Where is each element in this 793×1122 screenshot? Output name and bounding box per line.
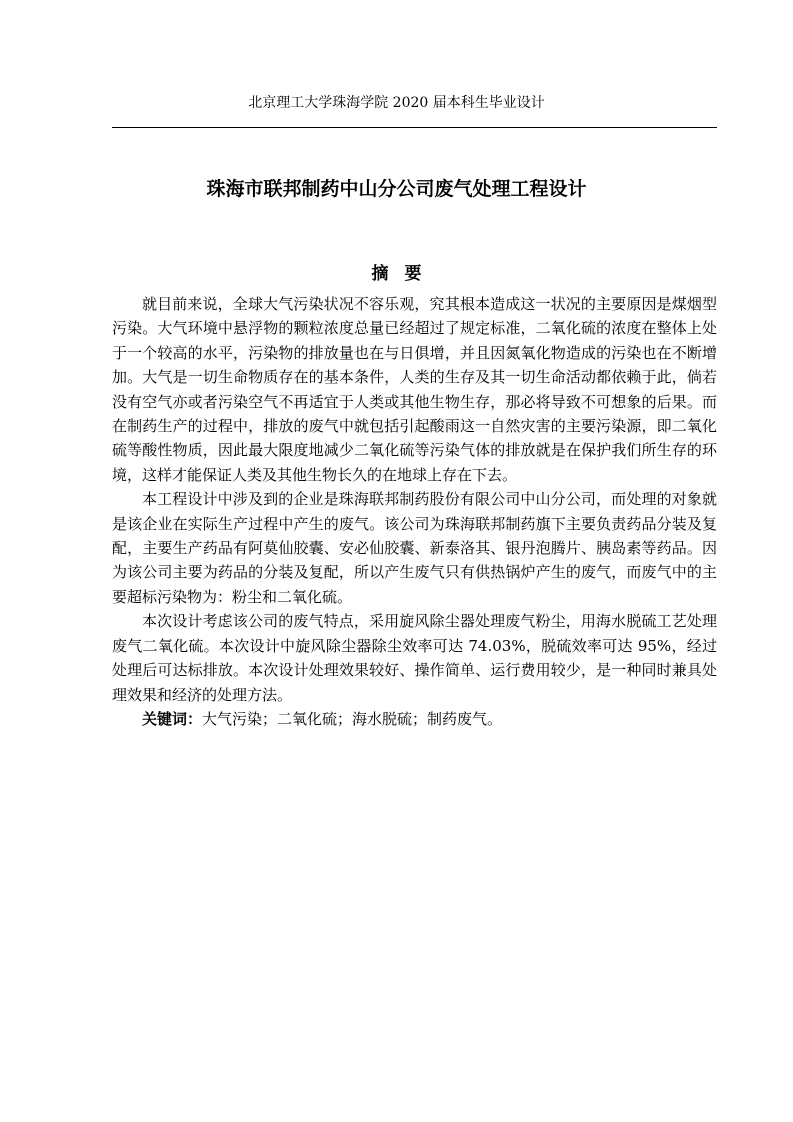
abstract-body: [112, 292, 717, 731]
running-header: 北京理工大学珠海学院 2020 届本科生毕业设计: [248, 95, 545, 111]
keywords-text: 大气污染；二氧化硫；海水脱硫；制药废气。: [202, 709, 503, 728]
abstract-paragraph: 本次设计考虑该公司的废气特点，采用旋风除尘器处理废气粉尘，用海水脱硫工艺处理废气二氧化硫。本次设计中旋风除尘器除尘效率可达 74.03%，脱硫效率可达 95%，经过处理后可达标排放。本次设计处理效果较好、操作简单、运行费用较少，是一种同时兼具处理效果和经济的处理方法。: [112, 612, 717, 704]
header-divider: [112, 127, 717, 128]
keywords-line: [112, 707, 717, 731]
document-title: 珠海市联邦制药中山分公司废气处理工程设计: [206, 178, 587, 200]
keywords-label: 关键词：: [142, 709, 203, 728]
abstract-paragraph: 就目前来说，全球大气污染状况不容乐观，究其根本造成这一状况的主要原因是煤烟型污染。大气环境中悬浮物的颗粒浓度总量已经超过了规定标准，二氧化硫的浓度在整体上处于一个较高的水平，污染物的排放量也在与日俱增，并且因氮氧化物造成的污染也在不断增加。大气是一切生命物质存在的基本条件，人类的生存及其一切生命活动都依赖于此，倘若没有空气亦或者污染空气不再适宜于人类或其他生物生存，那必将导致不可想象的后果。而在制药生产的过程中，排放的废气中就包括引起酸雨这一自然灾害的主要污染源，即二氧化硫等酸性物质，因此最大限度地减少二氧化硫等污染气体的排放就是在保护我们所生存的环境，这样才能保证人类及其他生物长久的在地球上存在下去。: [112, 295, 717, 484]
abstract-heading: 摘要: [371, 264, 438, 284]
abstract-paragraph: 本工程设计中涉及到的企业是珠海联邦制药股份有限公司中山分公司，而处理的对象就是该企业在实际生产过程中产生的废气。该公司为珠海联邦制药旗下主要负责药品分装及复配，主要生产药品有阿莫仙胶囊、安必仙胶囊、新泰洛其、银丹泡腾片、胰岛素等药品。因为该公司主要为药品的分装及复配，所以产生废气只有供热锅炉产生的废气，而废气中的主要超标污染物为：粉尘和二氧化硫。: [112, 490, 717, 606]
